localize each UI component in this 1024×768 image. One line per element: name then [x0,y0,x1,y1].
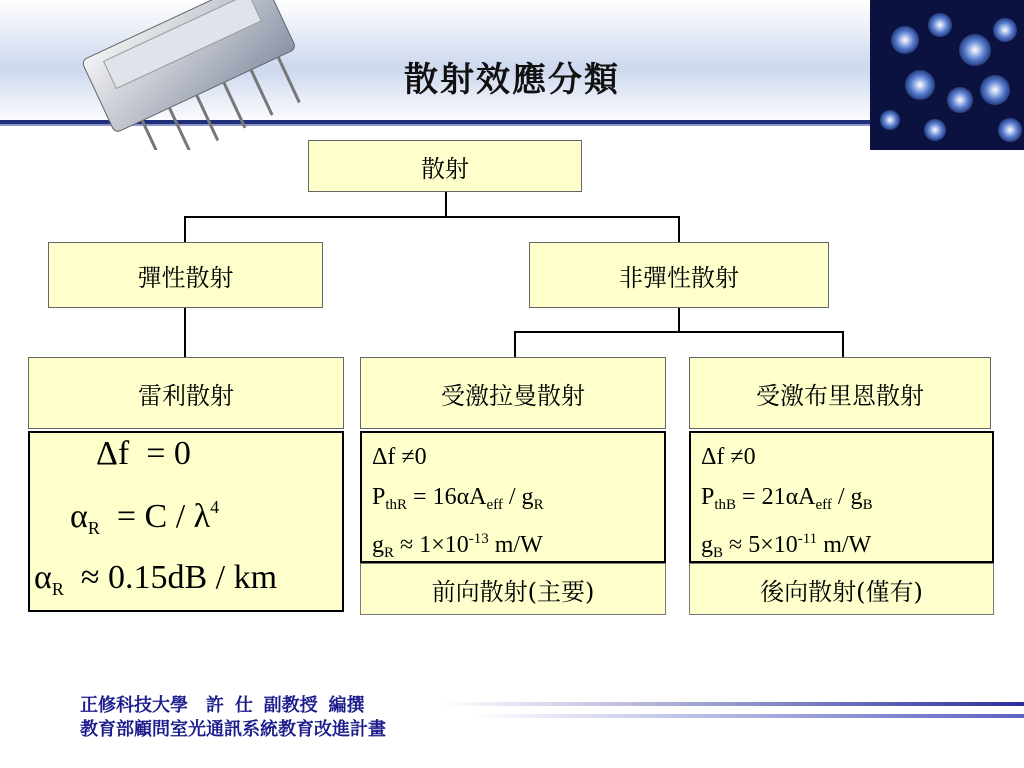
connector [678,216,680,242]
rayleigh-label: 雷利散射 [138,381,234,410]
rayleigh-eq-1: Δf = 0 [96,435,191,472]
elastic-label: 彈性散射 [137,263,234,292]
srs-eq-2: $P_{thR} = 16\alpha A_{eff} / g_R$ [372,484,544,513]
rayleigh-formula-box [28,431,344,612]
root-label: 散射 [421,154,469,183]
sbs-eq-1: Δf ≠0 [701,444,756,470]
srs-note [360,563,666,615]
sbs-label: 受激布里恩散射 [756,381,924,410]
rayleigh-eq-3: $\alpha_R \approx 0.15dB$ / km [34,559,278,599]
sbs-note [689,563,994,615]
root-node [308,140,582,192]
footer-text [80,694,386,742]
connector [184,308,186,357]
header-banner [0,0,1024,150]
sbs-node [689,357,991,429]
connector [842,331,844,357]
elastic-node [48,242,323,308]
connector [514,331,844,333]
srs-label: 受激拉曼散射 [441,381,585,410]
srs-note-label: 前向散射(主要) [431,577,595,606]
connector [514,331,516,357]
inelastic-label: 非彈性散射 [619,263,739,292]
rayleigh-eq-2: $\alpha_R = C / \lambda^4$ [70,497,220,538]
connector [184,216,186,242]
rayleigh-node [28,357,344,429]
inelastic-node [529,242,829,308]
footer-bar [470,714,1024,718]
sbs-note-label: 後向散射(僅有) [760,577,923,606]
connector [184,216,680,218]
srs-eq-1: Δf ≠0 [372,444,427,470]
page-title: 散射效應分類 [404,60,620,100]
footer-line-1: 正修科技大學 許 仕 副教授 編撰 [80,695,365,716]
srs-eq-3: $g_R \approx 1\times 10^{-13}$ m/W [372,531,543,561]
srs-node [360,357,666,429]
connector [445,192,447,217]
footer-bar [440,702,1024,706]
sbs-eq-3: $g_B \approx 5\times 10^{-11}$ m/W [701,531,872,561]
srs-formula-box [360,431,666,563]
connector [678,308,680,332]
sbs-formula-box [689,431,994,563]
footer-line-2: 教育部顧問室光通訊系統教育改進計畫 [80,719,386,740]
sbs-eq-2: $P_{thB} = 21\alpha A_{eff} / g_B$ [701,484,873,513]
